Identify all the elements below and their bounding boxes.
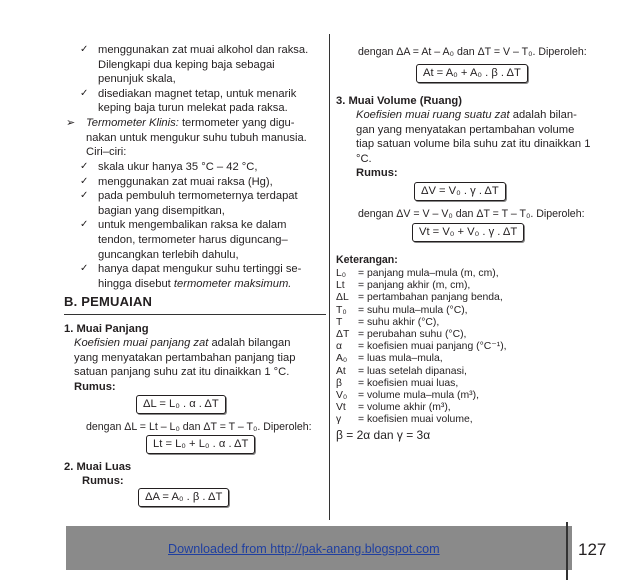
symbol: ΔL [336,292,349,304]
symbol-meaning: = luas setelah dipanasi, [358,365,467,377]
bullet-text: guncangkan terlebih dahulu, [98,248,239,261]
symbol-meaning: = panjang akhir (m, cm), [358,280,471,292]
symbol-meaning: = koefisien muai luas, [358,377,459,389]
subsection-heading: 3. Muai Volume (Ruang) [336,95,462,107]
bullet-text: bagian yang disempitkan, [98,204,225,217]
symbol: T [336,316,343,328]
symbol: L₀ [336,268,347,279]
bullet-text: penunjuk skala, [98,73,176,86]
formula-description: dengan ΔL = Lt – L₀ dan ΔT = T – T₀. Diperoleh: [86,421,312,433]
symbol-meaning: = pertambahan panjang benda, [358,292,503,304]
keterangan-title: Keterangan: [336,254,398,266]
formula-box: ΔA = A₀ . β . ΔT [138,488,229,507]
page-number-divider [566,522,568,580]
symbol-meaning: = luas mula–mula, [358,353,443,365]
definition-text: gan yang menyatakan pertambahan volume [356,123,575,136]
formula-box: ΔL = L₀ . α . ΔT [136,395,226,414]
section-rule [64,314,326,315]
symbol: At [336,365,346,377]
keterangan-row [336,292,507,304]
bullet-text: tendon, termometer harus diguncang– [98,233,288,246]
section-heading: B. PEMUAIAN [64,294,153,309]
symbol-meaning: = suhu mula–mula (°C), [358,304,468,316]
bullet-text: hingga disebut [98,277,174,290]
definition-text: adalah bilangan [208,337,291,349]
bullet-text: untuk mengembalikan raksa ke dalam [98,219,287,232]
symbol: V₀ [336,390,348,402]
klinis-text: termometer yang digu- [178,117,295,129]
symbol: T₀ [336,304,347,316]
bullet-text: keping baja turun melekat pada raksa. [98,102,288,115]
definition-term: Koefisien muai ruang suatu zat [356,109,510,121]
formula-box: Lt = L₀ + L₀ . α . ΔT [146,435,255,454]
bullet-text-italic: termometer maksimum. [173,277,292,290]
bullet-text: Dilengkapi dua keping baja sebagai [98,58,275,71]
keterangan-row [336,341,507,353]
keterangan-row [336,305,507,317]
formula-box: ΔV = V₀ . γ . ΔT [414,182,506,201]
subsection-heading: 2. Muai Luas [64,461,132,473]
keterangan-row [336,414,507,426]
bullet-text: hanya dapat mengukur suhu tertinggi se- [98,263,302,276]
rumus-label: Rumus: [356,167,398,180]
checkmark-icon: ✓ [80,44,89,55]
symbol: Lt [336,280,345,292]
arrow-bullet-icon: ➢ [66,117,76,129]
keterangan-row [336,390,507,402]
symbol: γ [336,414,342,426]
definition-text: tiap satuan volume bila suhu zat itu dinaikkan 1 [356,138,591,151]
checkmark-icon: ✓ [80,190,89,202]
bullet-text: menggunakan zat muai alkohol dan raksa. [98,44,309,56]
bullet-text: pada pembuluh termometernya terdapat [98,190,298,203]
definition-text: adalah bilan- [509,109,577,121]
keterangan-row [336,329,507,341]
bullet-text: skala ukur hanya 35 °C – 42 °C, [98,161,258,173]
symbol-meaning: = perubahan suhu (°C), [358,329,467,341]
symbol-meaning: = koefisien muai volume, [358,414,473,426]
klinis-title: Termometer Klinis: [86,117,179,129]
checkmark-icon: ✓ [80,219,89,231]
symbol-meaning: = volume akhir (m³), [358,402,451,414]
symbol-meaning: = koefisien muai panjang (°C⁻¹), [358,341,507,353]
rumus-label: Rumus: [82,475,124,487]
definition-text: satuan panjang suhu zat itu dinaikkan 1 °C. [74,366,290,379]
rumus-label: Rumus: [74,380,116,393]
keterangan-row [336,317,507,329]
keterangan-row [336,268,507,280]
symbol-meaning: = volume mula–mula (m³), [358,390,479,402]
relation-formula: β = 2α dan γ = 3α [336,428,431,442]
keterangan-table [336,268,507,427]
definition-text: °C. [356,152,372,165]
checkmark-icon: ✓ [80,87,89,99]
bullet-text: disediakan magnet tetap, untuk menarik [98,87,297,100]
checkmark-icon: ✓ [80,263,89,275]
formula-box: At = A₀ + A₀ . β . ΔT [416,64,528,83]
symbol: Vt [336,402,346,414]
checkmark-icon: ✓ [80,175,89,187]
bullet-text: menggunakan zat muai raksa (Hg), [98,175,273,188]
keterangan-row [336,366,507,378]
keterangan-row [336,280,507,292]
symbol: ΔT [336,329,350,341]
keterangan-row [336,402,507,414]
page-number: 127 [578,540,607,559]
keterangan-row [336,353,507,365]
symbol-meaning: = suhu akhir (°C), [358,316,440,328]
symbol: β [336,377,342,389]
definition-term: Koefisien muai panjang zat [74,337,209,349]
symbol-meaning: = panjang mula–mula (m, cm), [358,268,499,279]
formula-description: dengan ΔA = At – A₀ dan ΔT = V – T₀. Diperoleh: [358,46,587,58]
keterangan-row [336,378,507,390]
formula-description: dengan ΔV = V – V₀ dan ΔT = T – T₀. Diperoleh: [358,208,585,220]
ciri-label: Ciri–ciri: [86,146,127,159]
column-divider [329,34,330,520]
subsection-heading: 1. Muai Panjang [64,323,149,335]
symbol: A₀ [336,353,348,365]
download-link[interactable]: Downloaded from http://pak-anang.blogspot.com [168,542,440,556]
checkmark-icon: ✓ [80,161,89,172]
klinis-text: nakan untuk mengukur suhu tubuh manusia. [86,131,307,144]
definition-text: yang menyatakan pertambahan panjang tiap [74,351,296,364]
formula-box: Vt = V₀ + V₀ . γ . ΔT [412,223,524,242]
symbol: α [336,341,343,353]
